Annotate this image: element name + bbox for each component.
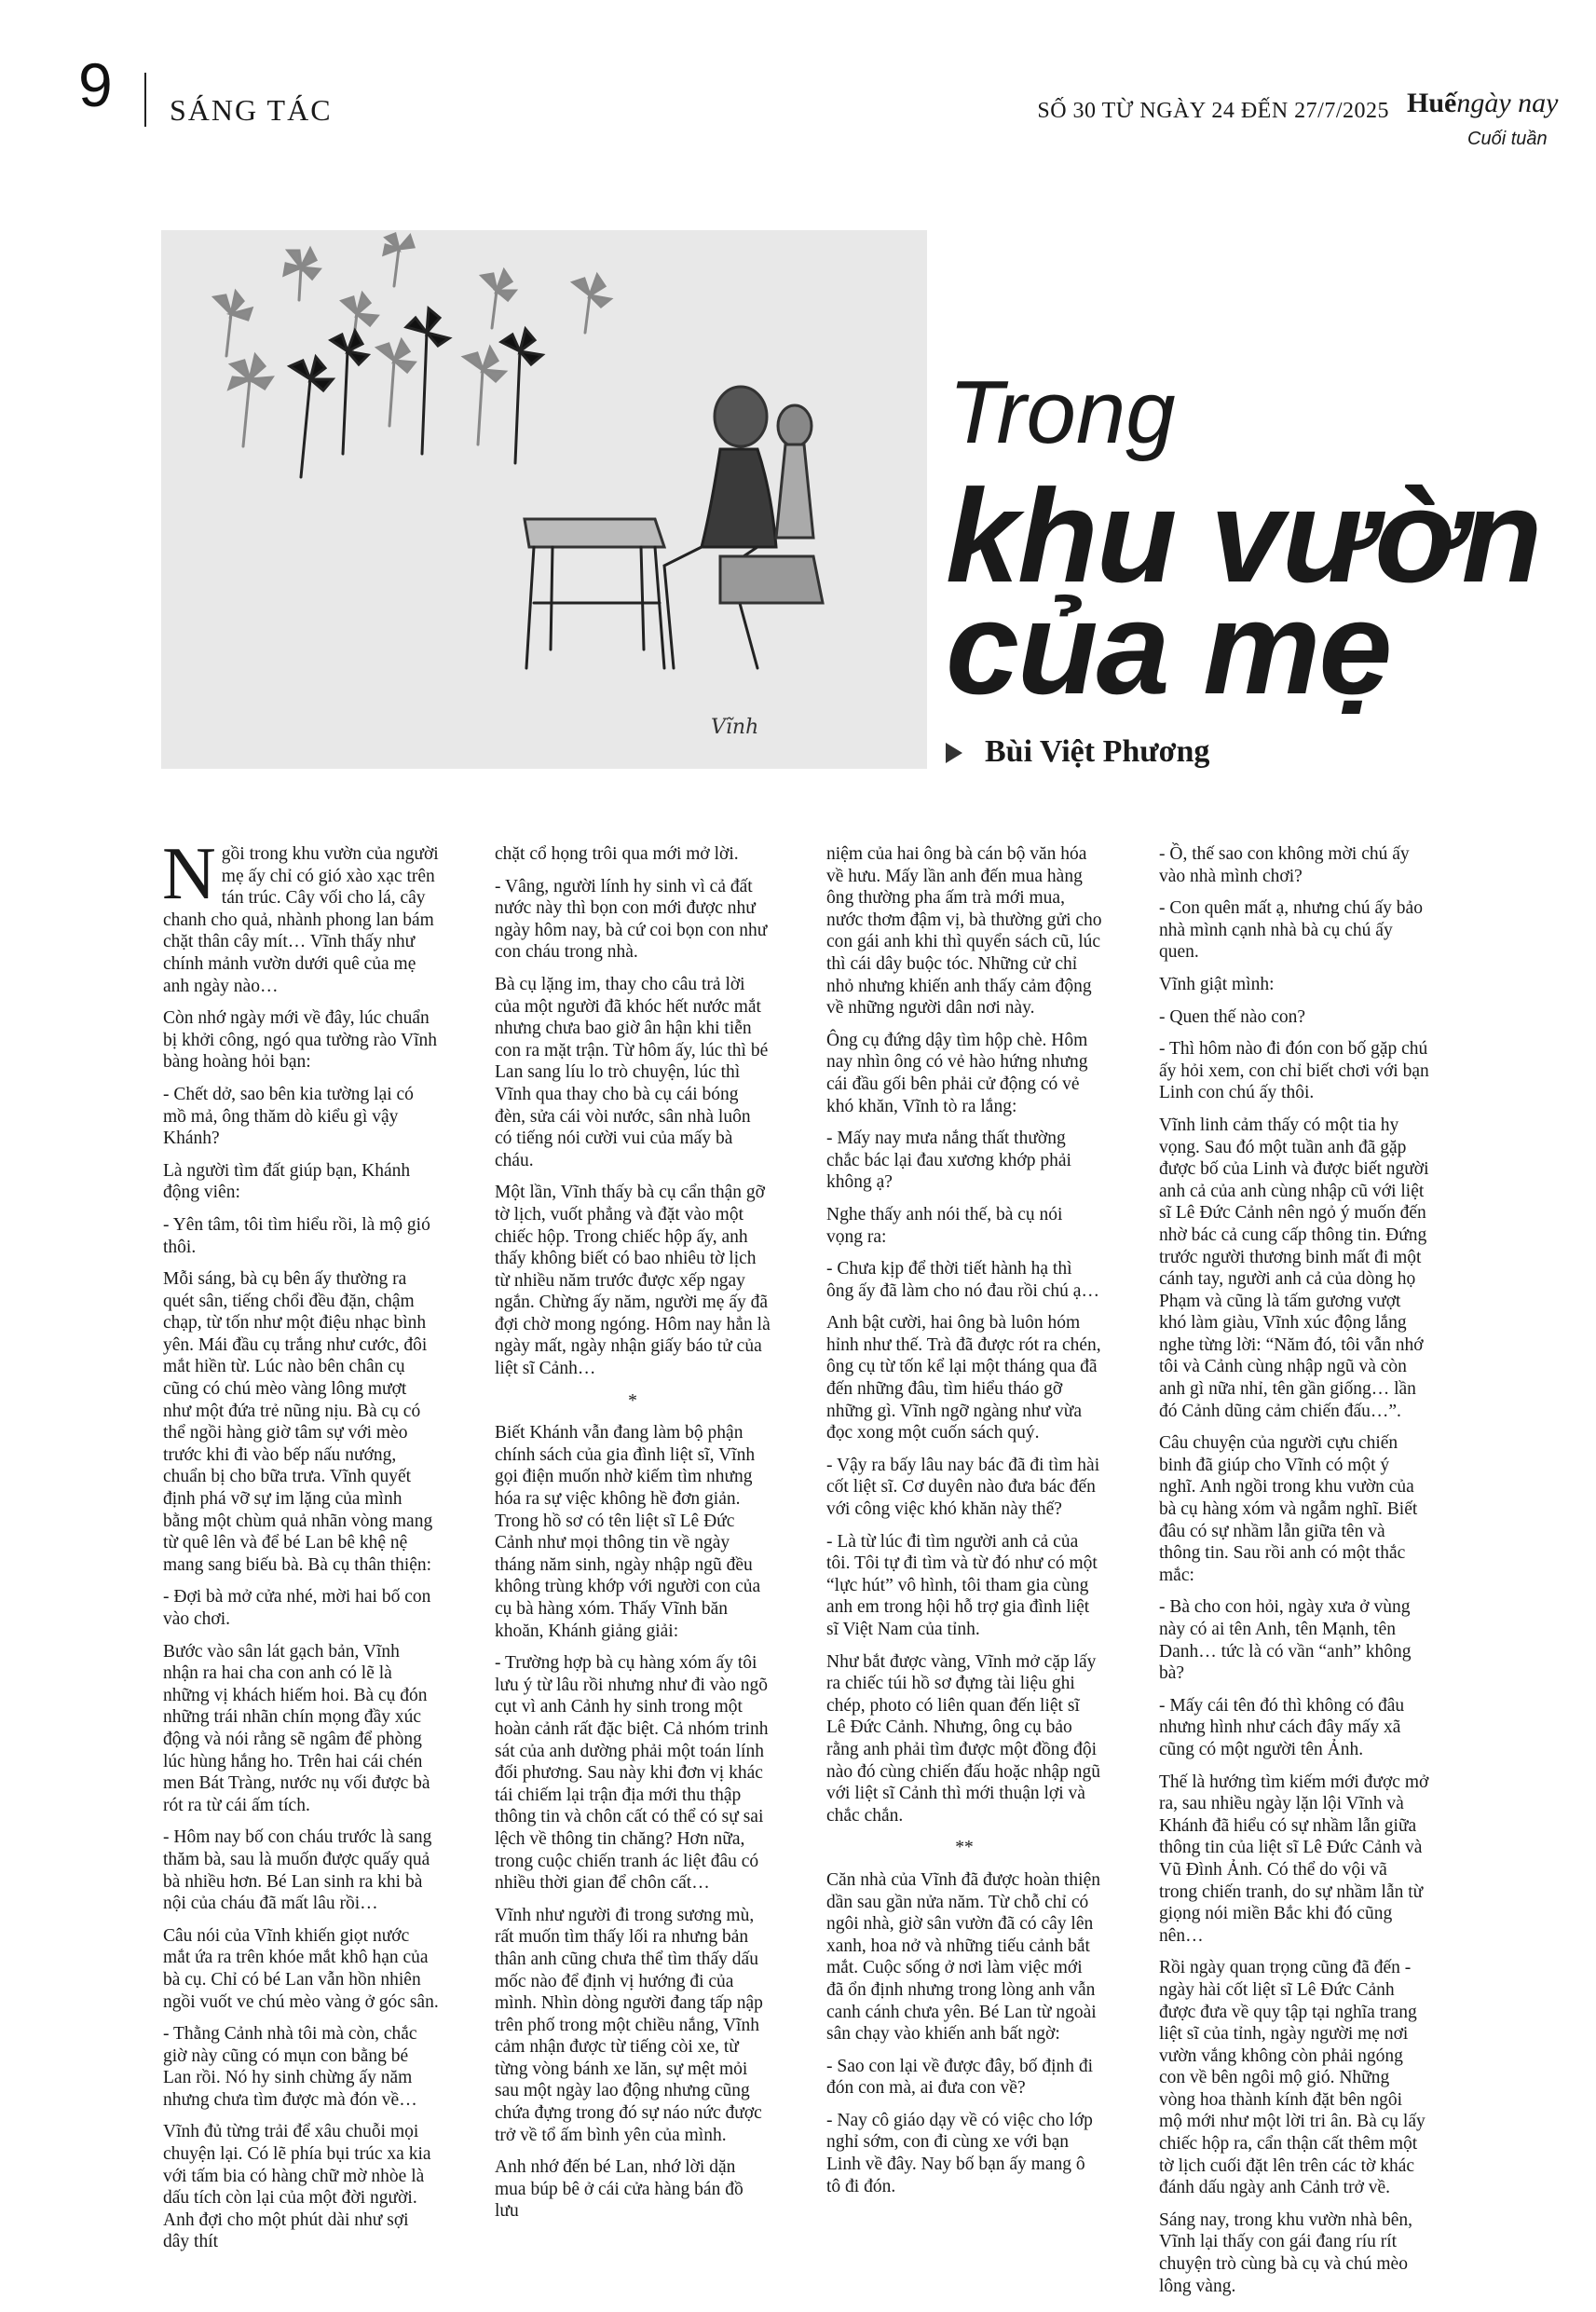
paragraph: - Vâng, người lính hy sinh vì cả đất nước này thì bọn con mới được như ngày hôm nay, bà cứ coi bọn con như con cháu trong nhà. — [495, 876, 768, 963]
title-line-2: khu vườn — [946, 462, 1541, 610]
paragraph: - Hôm nay bố con cháu trước là sang thăm bà, sau là muốn được quấy quả bà nhiều hơn. Bé Lan sinh ra khi bà nội của cháu đã mất lâu rồi… — [163, 1827, 432, 1914]
paragraph: - Nay cô giáo dạy về có việc cho lớp nghỉ sớm, con đi cùng xe với bạn Linh về đây. Nay bố bạn ấy mang ô tô đi đón. — [826, 2110, 1093, 2196]
paragraph: - Chưa kịp để thời tiết hành hạ thì ông ấy đã làm cho nó đau rồi chú ạ… — [826, 1259, 1099, 1301]
paragraph: - Mấy nay mưa nắng thất thường chắc bác lại đau xương khớp phải không ạ? — [826, 1129, 1071, 1193]
paragraph: Vĩnh như người đi trong sương mù, rất muốn tìm thấy lối ra nhưng bản thân anh cũng chưa thể tìm thấy dấu mốc nào để định vị hướng đi của mình. Nhìn dòng người đang tấp nập trên phố trong một chiều nắng, Vĩnh cảm nhận được từ tiếng còi xe, từ từng vòng bánh xe lăn, sự mệt mỏi sau một ngày lao động nhưng cũng chứa đựng trong đó sự náo nức được trở về tổ ấm bình yên của mình. — [495, 1905, 763, 2145]
section-separator: ** — [955, 1838, 974, 1858]
logo-hue: Huế — [1407, 88, 1457, 118]
header-divider — [144, 73, 146, 127]
paragraph: Rồi ngày quan trọng cũng đã đến - ngày hài cốt liệt sĩ Lê Đức Cảnh được đưa về quy tập tại nghĩa trang liệt sĩ của tỉnh, ngày người mẹ nơi vườn vắng không còn phải ngóng con về bên ngôi mộ gió. Những vòng hoa thành kính đặt bên ngôi mộ mới như một lời tri ân. Bà cụ lấy chiếc hộp ra, cẩn thận cất thêm một tờ lịch cuối đặt lên trên các tờ khác đánh dấu ngày anh Cảnh trở về. — [1159, 1958, 1425, 2198]
paragraph: Bà cụ lặng im, thay cho câu trả lời của một người đã khóc hết nước mắt nhưng chưa bao giờ ân hận khi tiễn con ra mặt trận. Từ hôm ấy, lúc thì bé Lan sang líu lo trò chuyện, lúc thì Vĩnh qua thay cho bà cụ cái bóng đèn, sửa cái vòi nước, sân nhà luôn có tiếng nói cười vui của mấy bà cháu. — [495, 974, 769, 1170]
paragraph: Anh nhớ đến bé Lan, nhớ lời dặn mua búp bê ở cái cửa hàng bán đồ lưu — [495, 2157, 743, 2222]
paragraph: - Yên tâm, tôi tìm hiểu rồi, là mộ gió thôi. — [163, 1214, 430, 1257]
paragraph — [162, 833, 439, 997]
paragraph: Thế là hướng tìm kiếm mới được mở ra, sau nhiều ngày lặn lội Vĩnh và Khánh đã hiểu có sự nhầm lẫn giữa thông tin của liệt sĩ Lê Đức Cảnh và Vũ Đình Ảnh. Có thể do vội vã trong chiến tranh, do sự nhầm lẫn từ giọng nói miền Bắc khi đó cũng nên… — [1159, 1772, 1429, 1946]
paragraph: Vĩnh đủ từng trải để xâu chuỗi mọi chuyện lại. Có lẽ phía bụi trúc xa kia với tấm bia có hàng chữ mờ nhòe là dấu tích còn lại của một đời người. Anh đợi cho một phút dài như sợi dây thít — [163, 2122, 431, 2252]
text-column-4 — [1159, 843, 1429, 2307]
paragraph: - Quen thế nào con? — [1159, 1006, 1306, 1027]
issue-info: SỐ 30 TỪ NGÀY 24 ĐẾN 27/7/2025 — [1037, 99, 1389, 123]
paragraph: Một lần, Vĩnh thấy bà cụ cẩn thận gỡ tờ lịch, vuốt phẳng và đặt vào một chiếc hộp. Trong chiếc hộp ấy, anh thấy không biết có bao nhiêu tờ lịch từ nhiều năm trước được xếp ngay ngắn. Chừng ấy năm, người mẹ ấy đã đợi chờ mong ngóng. Hôm nay hẳn là ngày mất, ngày nhận giấy báo tử của liệt sĩ Cảnh… — [495, 1183, 771, 1379]
paragraph: - Con quên mất ạ, nhưng chú ấy bảo nhà mình cạnh nhà bà cụ chú ấy quen. — [1159, 898, 1423, 963]
paragraph: Vĩnh linh cảm thấy có một tia hy vọng. Sau đó một tuần anh đã gặp được bố của Linh và được biết người anh cả của anh cùng nhập cũ với liệt sĩ Lê Đức Cảnh nên ngỏ ý muốn đến nhờ bác cả cung cấp thông tin. Đứng trước người thương binh mất đi một cánh tay, người anh cả của dòng họ Phạm và cũng là tấm gương vượt khó làm giàu, Vĩnh xúc động lắng nghe từng lời: “Năm đó, tôi vẫn nhớ tôi và Cảnh cùng nhập ngũ và còn anh gì nữa nhỉ, tên gần giống… lần đó Cảnh dũng cảm chiến đấu…”. — [1159, 1115, 1429, 1421]
paragraph: - Trường hợp bà cụ hàng xóm ấy tôi lưu ý từ lâu rồi nhưng như đi vào ngõ cụt vì anh Cảnh hy sinh trong một hoàn cảnh rất đặc biệt. Cả nhóm trinh sát của anh dường phải một toán lính đối phương. Sau này khi đơn vị khác tái chiếm lại trận địa mới thu thập thông tin và chôn cất có thể có sự sai lệch về thông tin chăng? Hơn nữa, trong cuộc chiến tranh ác liệt đâu có nhiều thời gian để chôn cất… — [495, 1653, 769, 1894]
publication-logo — [1407, 89, 1558, 117]
paragraph: niệm của hai ông bà cán bộ văn hóa về hưu. Mấy lần anh đến mua hàng ông thường pha ấm trà mới mua, nước thơm đậm vị, bà thường gửi cho con gái anh khi thì quyển sách cũ, lúc thì cái dây buộc tóc. Những cử chỉ nhỏ nhưng khiến anh thấy cảm động về những người dân nơi này. — [826, 844, 1102, 1019]
paragraph: Bước vào sân lát gạch bản, Vĩnh nhận ra hai cha con anh có lẽ là những vị khách hiếm hoi. Bà cụ đón những trái nhãn chín mọng đầy xúc động và nói rằng sẽ ngâm để phòng lúc hùng hắng ho. Trên hai cái chén men Bát Tràng, nước nụ vối được bà rót ra từ cái ấm tích. — [163, 1641, 430, 1815]
paragraph: Câu nói của Vĩnh khiến giọt nước mắt ứa ra trên khóe mắt khô hạn của bà cụ. Chỉ có bé Lan vẫn hồn nhiên ngồi vuốt ve chú mèo vàng ở góc sân. — [163, 1925, 439, 2012]
text-column-1 — [162, 833, 439, 2264]
logo-subtitle: Cuối tuần — [1467, 129, 1548, 149]
garden-drawing — [161, 230, 927, 769]
paragraph: Ông cụ đứng dậy tìm hộp chè. Hôm nay nhìn ông có vẻ hào hứng nhưng cái đầu gối bên phải cử động có vẻ khó khăn, Vĩnh tò ra lắng: — [826, 1030, 1088, 1116]
text-column-2 — [495, 843, 771, 2233]
paragraph: Vĩnh giật mình: — [1159, 974, 1275, 994]
page-number: 9 — [78, 50, 113, 119]
paragraph: Như bắt được vàng, Vĩnh mở cặp lấy ra chiếc túi hồ sơ đựng tài liệu ghi chép, photo có liên quan đến liệt sĩ Lê Đức Cảnh. Nhưng, ông cụ bảo rằng anh phải tìm được một đồng đội nào đó cùng chiến đấu hoặc nhập ngũ với liệt sĩ Cảnh thì mới thuận lợi và chắc chắn. — [826, 1651, 1101, 1826]
story-illustration — [161, 230, 927, 769]
paragraph: Nghe thấy anh nói thế, bà cụ nói vọng ra: — [826, 1204, 1063, 1247]
author-name: Bùi Việt Phương — [985, 734, 1210, 769]
paragraph: - Đợi bà mở cửa nhé, mời hai bố con vào chơi. — [163, 1587, 431, 1629]
text-column-3 — [826, 843, 1102, 2208]
title-line-1: Trong — [948, 363, 1176, 462]
author-byline — [946, 734, 1209, 770]
paragraph: Căn nhà của Vĩnh đã được hoàn thiện dần sau gần nửa năm. Từ chỗ chỉ có ngôi nhà, giờ sân vườn đã có cây lên xanh, hoa nở và những tiếu cảnh bắt mắt. Cuộc sống ở nơi làm việc mới đã ổn định nhưng trong lòng anh vẫn canh cánh chưa yên. Bé Lan từ ngoài sân chạy vào khiến anh bất ngờ: — [826, 1869, 1100, 2045]
paragraph: - Thì hôm nào đi đón con bố gặp chú ấy hỏi xem, con chỉ biết chơi với bạn Linh con chú ấy thôi. — [1159, 1039, 1429, 1103]
paragraph-text: gồi trong khu vườn của người mẹ ấy chỉ có gió xào xạc trên tán trúc. Cây vối cho lá, cây chanh cho quả, nhành phong lan bám chặt thân cây mít… Vĩnh thấy như chính mảnh vườn dưới quê của mẹ anh ngày nào… — [163, 844, 439, 996]
paragraph: - Vậy ra bấy lâu nay bác đã đi tìm hài cốt liệt sĩ. Cơ duyên nào đưa bác đến với công việc khó khăn này thế? — [826, 1455, 1100, 1520]
title-line-3: của mẹ — [946, 574, 1391, 722]
paragraph: Anh bật cười, hai ông bà luôn hóm hỉnh như thế. Trà đã được rót ra chén, ông cụ từ tốn kể lại một tháng qua đã đến những đâu, tìm hiểu tháo gỡ những gì. Vĩnh ngỡ ngàng như vừa đọc xong một cuốn sách quý. — [826, 1313, 1101, 1443]
drop-cap: N — [162, 833, 216, 915]
paragraph: Là người tìm đất giúp bạn, Khánh động viên: — [163, 1160, 411, 1203]
paragraph: Còn nhớ ngày mới về đây, lúc chuẩn bị khởi công, ngó qua tường rào Vĩnh bàng hoàng hỏi bạn: — [163, 1008, 438, 1073]
byline-triangle-icon — [946, 743, 962, 763]
paragraph: Mỗi sáng, bà cụ bên ấy thường ra quét sân, tiếng chổi đều đặn, chậm chạp, từ tốn như một điệu nhạc bình yên. Mái đầu cụ trắng như cước, đôi mắt hiền từ. Lúc nào bên chân cụ cũng có chú mèo vàng lông mượt như một đứa trẻ nũng nịu. Bà cụ có thể ngồi hàng giờ tâm sự với mèo trước khi đi vào bếp nấu nướng, chuẩn bị cho bữa trưa. Vĩnh quyết định phá vỡ sự im lặng của mình bằng một chùm quả nhãn vòng mang từ quê lên và để bé Lan bê khệ nệ mang sang biếu bà. Bà cụ thân thiện: — [163, 1269, 433, 1575]
paragraph: - Chết dở, sao bên kia tường lại có mồ mả, ông thăm dò kiểu gì vậy Khánh? — [163, 1084, 414, 1149]
paragraph: - Bà cho con hỏi, ngày xưa ở vùng này có ai tên Anh, tên Mạnh, tên Danh… tức là có vần “anh” không bà? — [1159, 1597, 1412, 1684]
artist-signature: Vĩnh — [711, 716, 759, 739]
logo-ngaynay: ngày nay — [1456, 88, 1559, 118]
paragraph: - Là từ lúc đi tìm người anh cả của tôi. Tôi tự đi tìm và từ đó như có một “lực hút” vô hình, tôi tham gia cùng anh em trong hội hỗ trợ gia đình liệt sĩ Việt Nam của tỉnh. — [826, 1531, 1098, 1639]
paragraph: - Ồ, thế sao con không mời chú ấy vào nhà mình chơi? — [1159, 844, 1410, 886]
paragraph: - Sao con lại về được đây, bố định đi đón con mà, ai đưa con về? — [826, 2056, 1094, 2099]
paragraph: - Thằng Cảnh nhà tôi mà còn, chắc giờ này cũng có mụn con bằng bé Lan rồi. Nó hy sinh chừng ấy năm nhưng chưa tìm được mà đón về… — [163, 2024, 417, 2110]
section-separator: * — [628, 1390, 637, 1411]
section-label: SÁNG TÁC — [170, 93, 333, 127]
paragraph: Biết Khánh vẫn đang làm bộ phận chính sách của gia đình liệt sĩ, Vĩnh gọi điện muốn nhờ kiếm tìm nhưng hóa ra sự việc không hề đơn giản. Trong hồ sơ có tên liệt sĩ Lê Đức Cảnh như mọi thông tin về ngày tháng năm sinh, ngày nhập ngũ đều không trùng khớp với người con của cụ bà hàng xóm. Thấy Vĩnh băn khoăn, Khánh giảng giải: — [495, 1423, 761, 1641]
paragraph: Sáng nay, trong khu vườn nhà bên, Vĩnh lại thấy con gái đang ríu rít chuyện trò cùng bà cụ và chú mèo lông vàng. — [1159, 2209, 1412, 2296]
paragraph: Câu chuyện của người cựu chiến binh đã giúp cho Vĩnh có một ý nghĩ. Anh ngồi trong khu vườn của bà cụ hàng xóm và ngẫm nghĩ. Biết đâu có sự nhầm lẫn giữa tên và thông tin. Sau rồi anh có một thắc mắc: — [1159, 1433, 1418, 1585]
paragraph: chặt cổ họng trôi qua mới mở lời. — [495, 844, 739, 864]
paragraph: - Mấy cái tên đó thì không có đâu nhưng hình như cách đây mấy xã cũng có một người tên Ảnh. — [1159, 1695, 1405, 1759]
